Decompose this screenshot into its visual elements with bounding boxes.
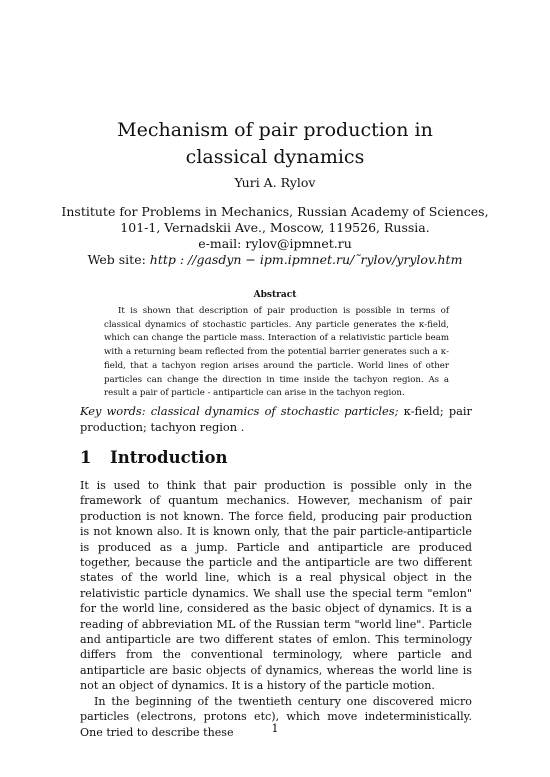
keywords-label: Key words: xyxy=(80,404,146,418)
website-label: Web site: xyxy=(87,252,146,267)
keywords-italic: classical dynamics of stochastic particles; xyxy=(150,404,399,418)
paper-title: Mechanism of pair production in classical dynamics xyxy=(117,119,433,168)
abstract-text: It is shown that description of pair production is possible in terms of classical dynamics of stochastic particles. Any particle generates the κ-field, which can change the particle mass. Interaction of a relativistic particle beam with a returning beam reflected from the potential barrier generates such a κ-field, that a tachyon region arises around the particle. World lines of other particles can change the direction in time inside the tachyon region. As a result a pair of particle - antiparticle can arise in the tachyon region. xyxy=(104,306,449,399)
abstract-heading: Abstract xyxy=(253,290,297,300)
affiliation-line-2: 101-1, Vernadskii Ave., Moscow, 119526, Russia. xyxy=(120,220,430,235)
section-title: Introduction xyxy=(110,448,228,467)
author-name: Yuri A. Rylov xyxy=(234,175,316,190)
affiliation-block xyxy=(60,204,490,268)
website-url: http : //gasdyn − ipm.ipmnet.ru/˜rylov/yrylov.htm xyxy=(149,252,463,267)
keywords-rest: κ-field; pair production; tachyon region . xyxy=(80,404,472,434)
page-number: 1 xyxy=(271,722,279,735)
section-body xyxy=(80,478,472,740)
body-paragraph-2: In the beginning of the twentieth century one discovered micro particles (electrons, protons etc), which move indeterministically. One tried to describe these xyxy=(80,694,472,739)
email-line: e-mail: rylov@ipmnet.ru xyxy=(198,236,352,251)
affiliation-line-1: Institute for Problems in Mechanics, Russian Academy of Sciences, xyxy=(61,204,489,219)
body-paragraph-1: It is used to think that pair production is possible only in the framework of quantum mechanics. However, mechanism of pair production is not known. The force field, producing pair production is not known also. It is known only, that the pair particle-antiparticle is produced as a jump. Particle and antiparticle are produced together, because the particle and the antiparticle are two different states of the world line, which is a real physical object in the relativistic particle dynamics. We shall use the special term "emlon" for the world line, considered as the basic object of dynamics. It is a reading of abbreviation ML of the Russian term "world line". Particle and antiparticle are two different states of emlon. This terminology differs from the conventional terminology, where particle and antiparticle are basic objects of dynamics, whereas the world line is not an object of dynamics. It is a history of the particle motion. xyxy=(80,479,472,693)
keywords xyxy=(80,404,472,435)
section-number: 1 xyxy=(80,448,92,467)
section-heading xyxy=(80,448,228,467)
website-line xyxy=(60,252,490,268)
